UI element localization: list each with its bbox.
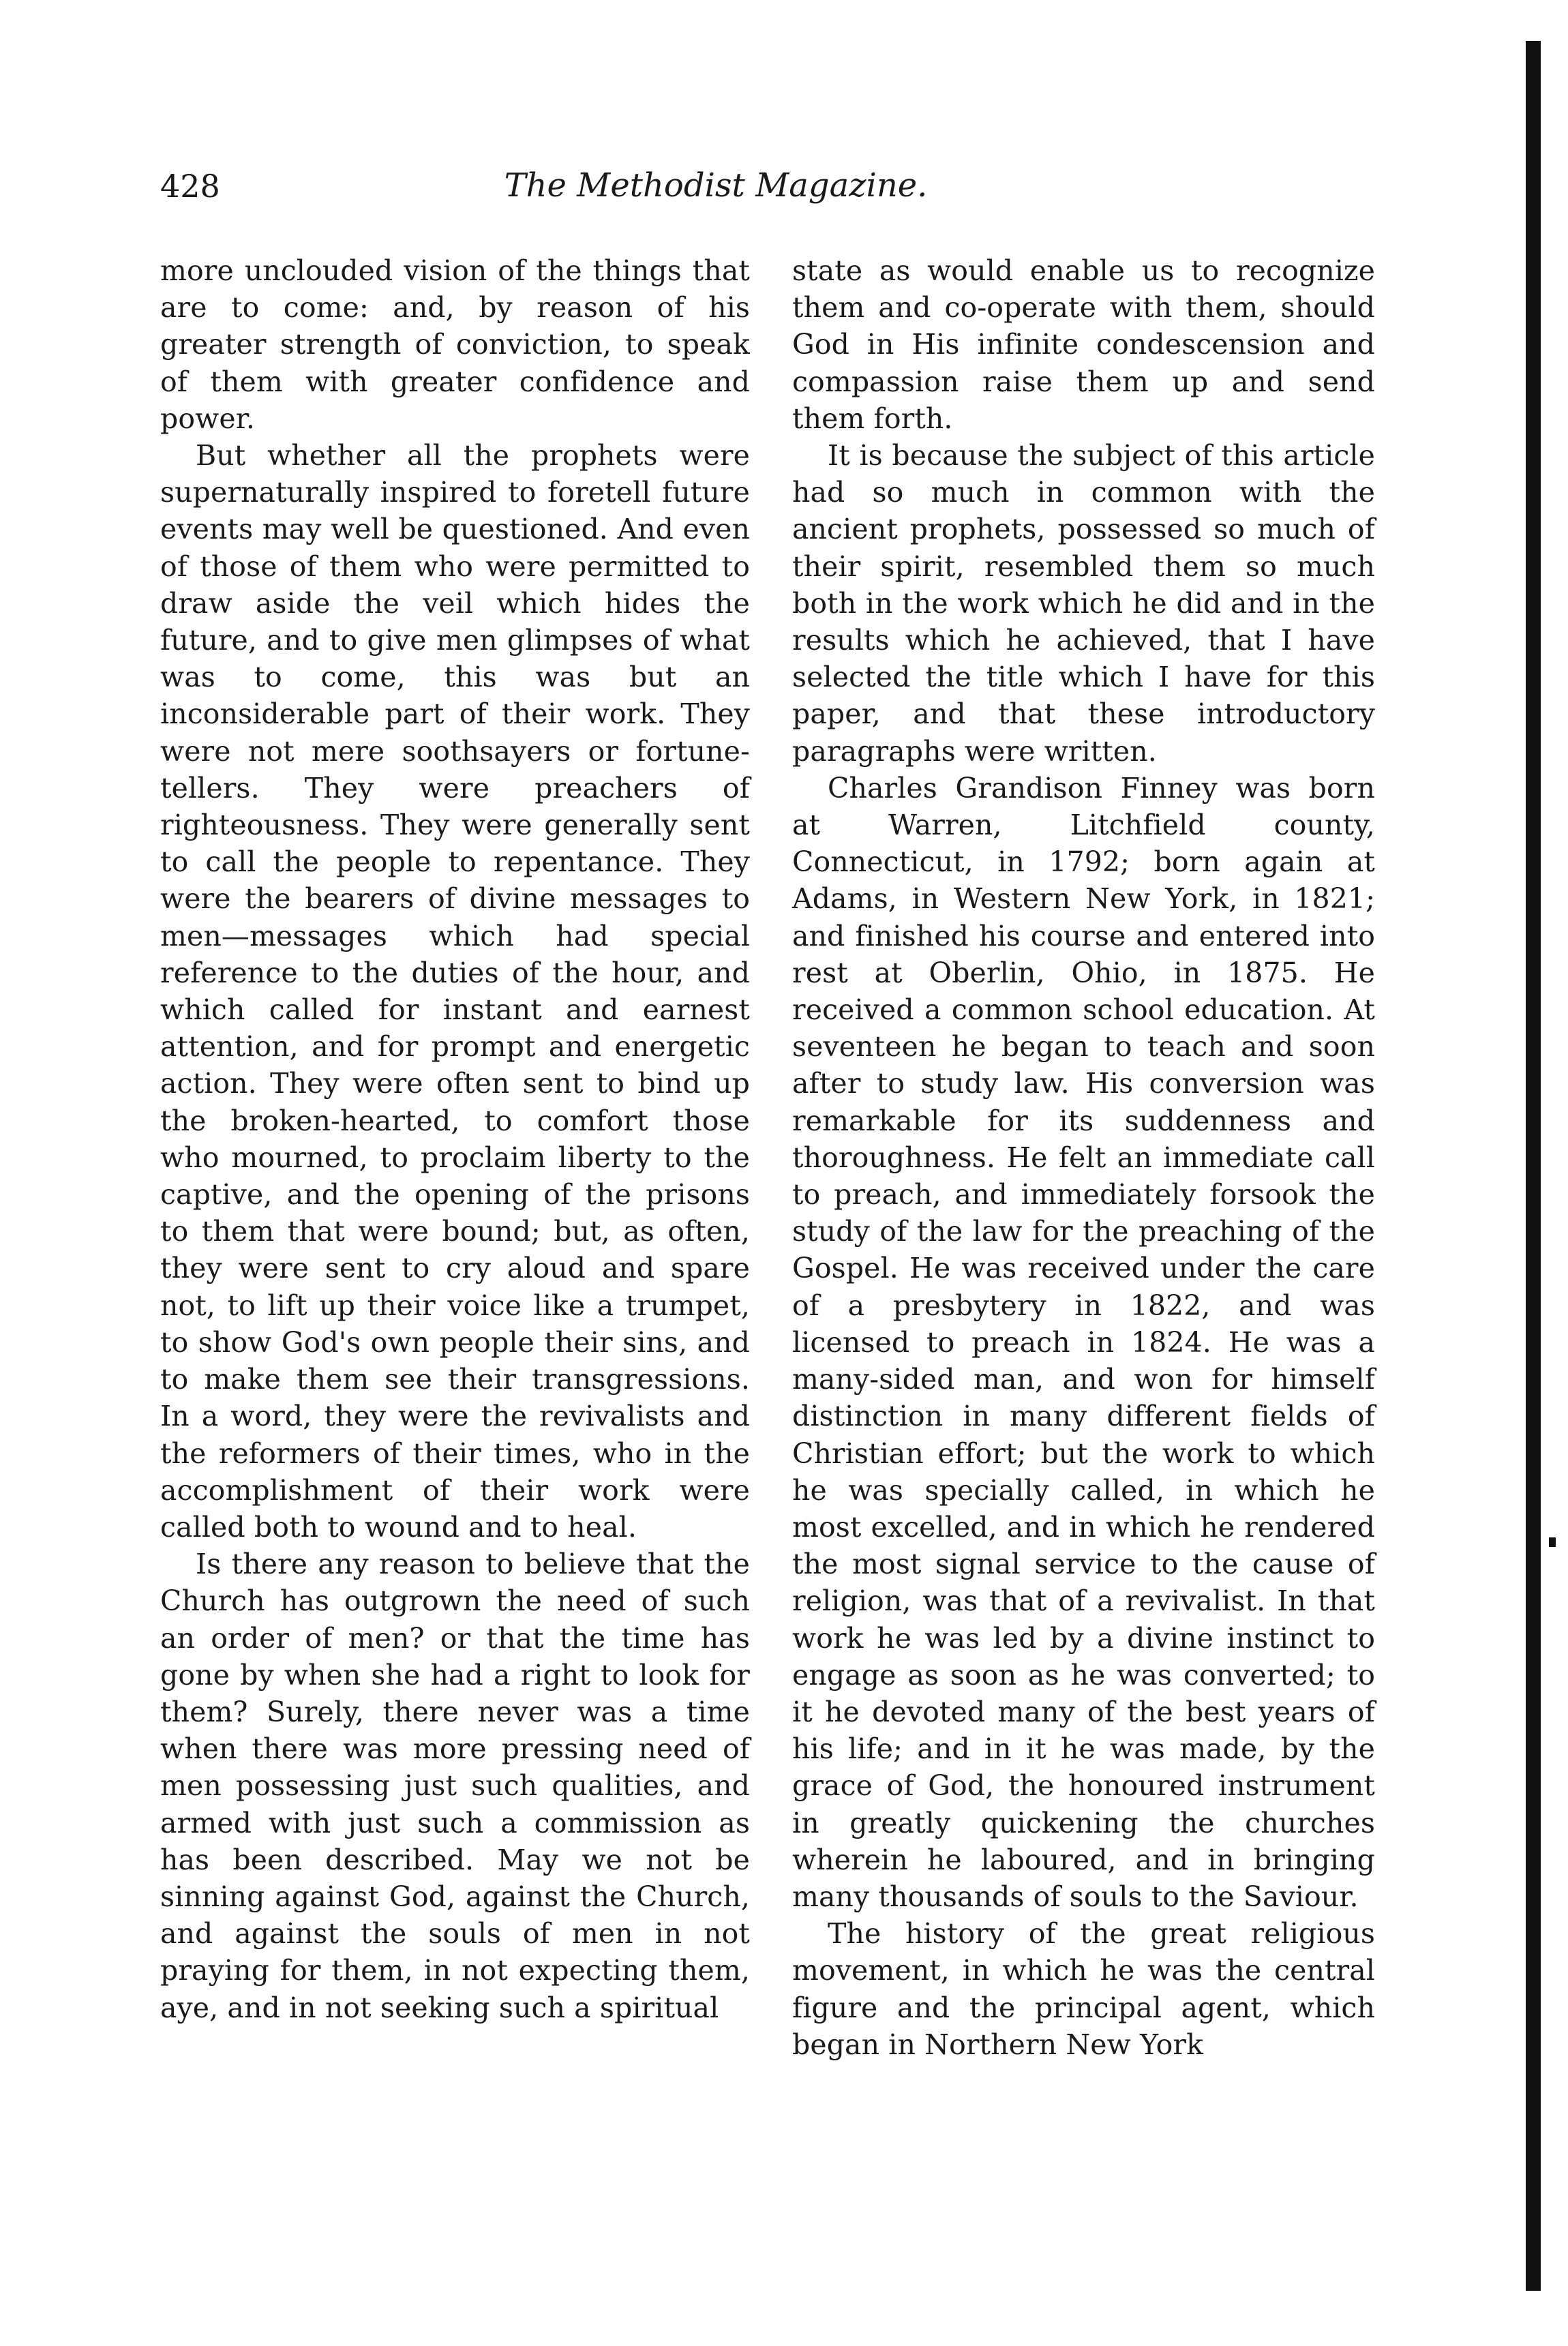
right-column — [792, 252, 1375, 2063]
paragraph: Charles Grandison Finney was born at Warren, Litchfield county, Connecticut, in 1792; born again at Adams, in Western New York, in 1821; and finished his course and entered into rest at Oberlin, Ohio, in 1875. He received a common school education. At seventeen he began to teach and soon after to study law. His conversion was remarkable for its suddenness and thoroughness. He felt an immediate call to preach, and immediately forsook the study of the law for the preaching of the Gospel. He was received under the care of a presbytery in 1822, and was licensed to preach in 1824. He was a many-sided man, and won for himself distinction in many different fields of Christian effort; but the work to which he was specially called, in which he most excelled, and in which he rendered the most signal service to the cause of religion, was that of a revivalist. In that work he was led by a divine instinct to engage as soon as he was converted; to it he devoted many of the best years of his life; and in it he was made, by the grace of God, the honoured instrument in greatly quickening the churches wherein he laboured, and in bringing many thousands of souls to the Saviour. — [792, 771, 1375, 1913]
page-edge-mark — [1549, 1537, 1556, 1547]
paragraph: state as would enable us to recognize them and co-operate with them, should God in His infinite condescension and compassion raise them up and send them forth. — [792, 254, 1375, 435]
paragraph: Is there any reason to believe that the Church has outgrown the need of such an order of men? or that the time has gone by when she had a right to look for them? Surely, there never was a time when there was more pressing need of men possessing just such qualities, and armed with just such a commission as has been described. May we not be sinning against God, against the Church, and against the souls of men in not praying for them, in not expecting them, aye, and in not seeking such a spiritual — [160, 1548, 750, 2024]
running-title: The Methodist Magazine. — [504, 166, 928, 205]
left-column — [160, 252, 750, 2026]
paragraph: It is because the subject of this article had so much in common with the ancient prophets, possessed so much of their spirit, resembled them so much both in the work which he did and in the results which he achieved, that I have selected the title which I have for this paper, and that these introductory paragraphs were written. — [792, 439, 1375, 768]
paragraph: more unclouded vision of the things that are to come: and, by reason of his greater strength of conviction, to speak of them with greater confidence and power. — [160, 254, 750, 435]
paragraph: But whether all the prophets were supernaturally inspired to foretell future events may well be questioned. And even of those of them who were permitted to draw aside the veil which hides the future, and to give men glimpses of what was to come, this was but an inconsiderable part of their work. They were not mere soothsayers or fortune-tellers. They were preachers of righteousness. They were generally sent to call the people to repentance. They were the bearers of divine messages to men—messages which had special reference to the duties of the hour, and which called for instant and earnest attention, and for prompt and energetic action. They were often sent to bind up the broken-hearted, to comfort those who mourned, to proclaim liberty to the captive, and the opening of the prisons to them that were bound; but, as often, they were sent to cry aloud and spare not, to lift up their voice like a trumpet, to show God's own people their sins, and to make them see their transgressions. In a word, they were the revivalists and the reformers of their times, who in the accomplishment of their work were called both to wound and to heal. — [160, 439, 750, 1544]
page-number: 428 — [160, 168, 220, 205]
paragraph: The history of the great religious movement, in which he was the central figure and the principal agent, which began in Northern New York — [792, 1917, 1375, 2061]
page-edge-shadow — [1526, 41, 1541, 2291]
